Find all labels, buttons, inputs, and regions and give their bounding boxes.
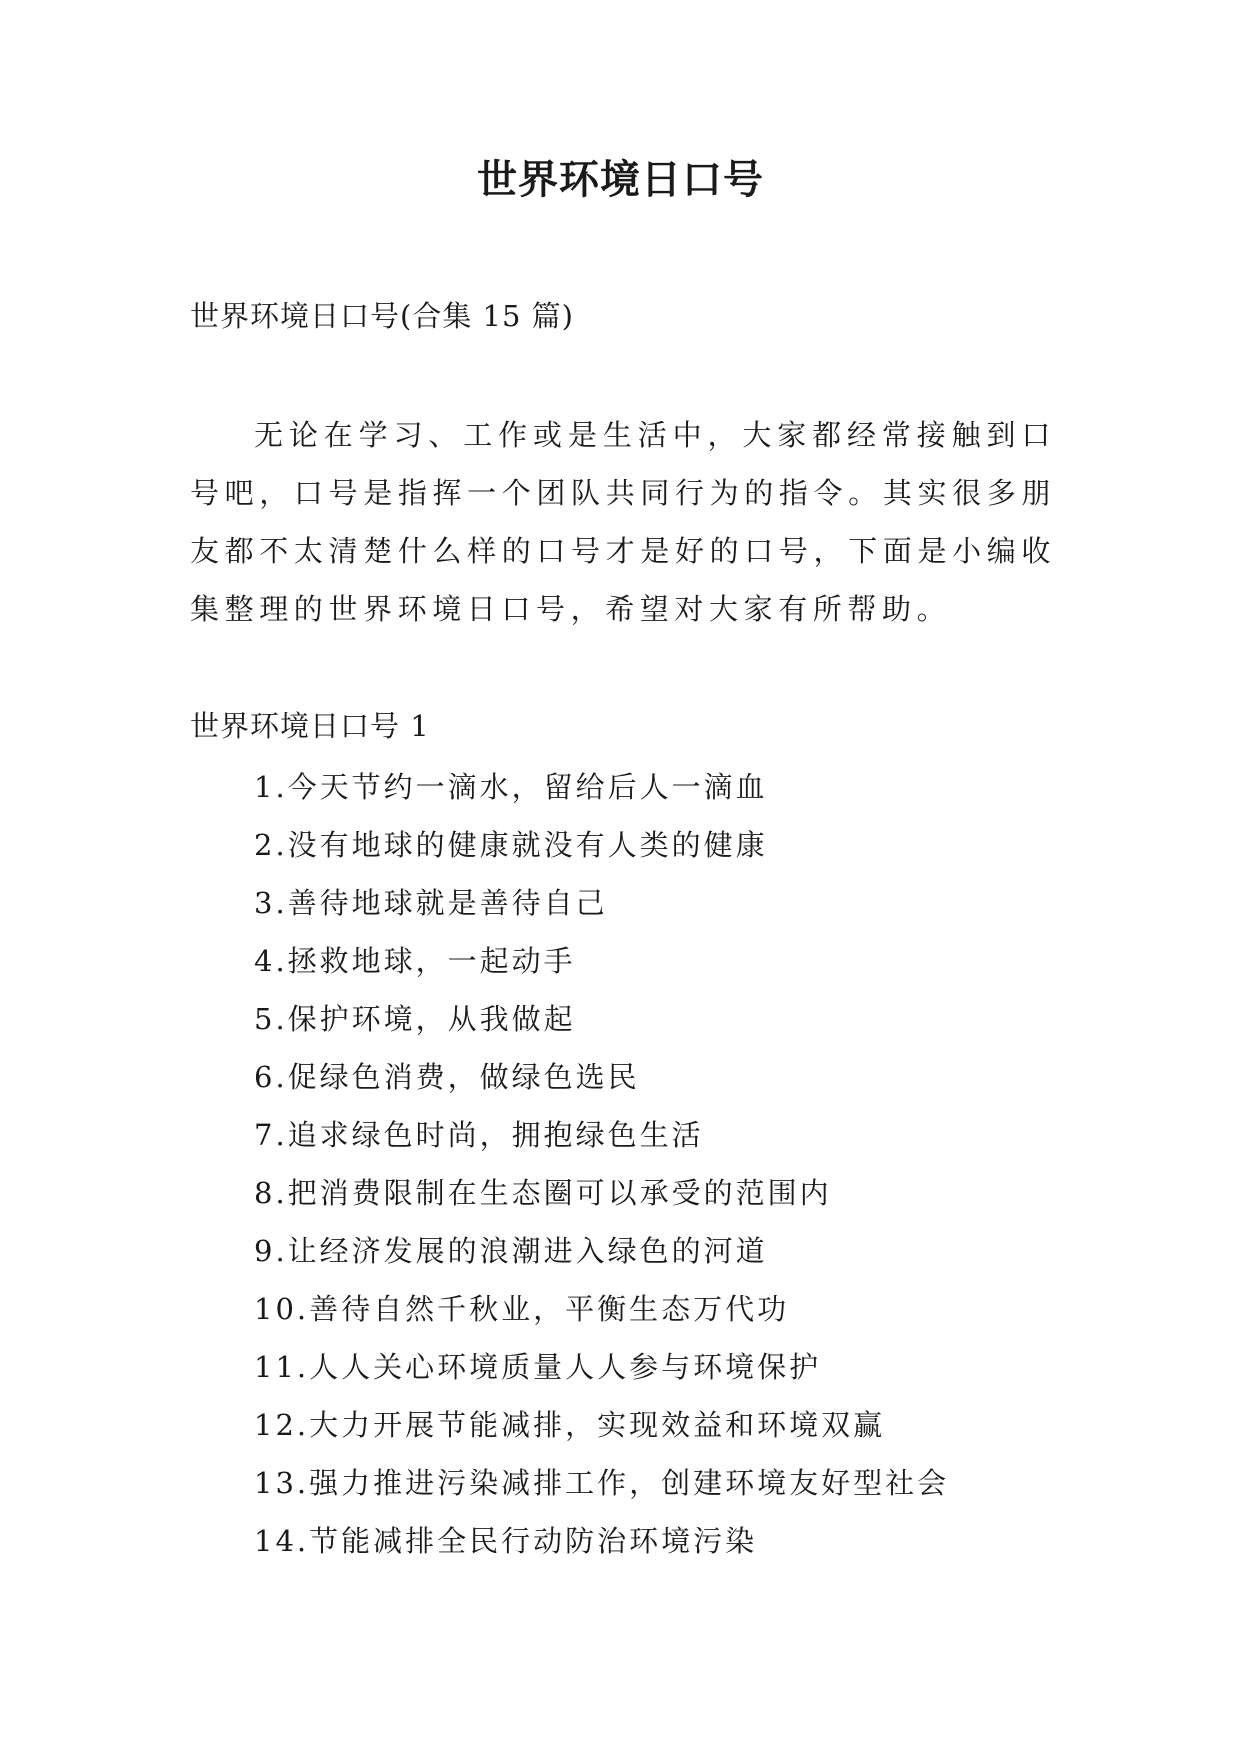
document-title: 世界环境日口号	[477, 156, 764, 203]
list-item: 2.没有地球的健康就没有人类的健康	[254, 828, 768, 862]
list-item: 13.强力推进污染减排工作，创建环境友好型社会	[254, 1466, 950, 1500]
list-item: 9.让经济发展的浪潮进入绿色的河道	[254, 1234, 768, 1268]
list-item: 7.追求绿色时尚，拥抱绿色生活	[254, 1118, 704, 1152]
list-item: 14.节能减排全民行动防治环境污染	[254, 1524, 758, 1558]
slogan-list	[254, 758, 949, 1570]
list-item: 1.今天节约一滴水，留给后人一滴血	[254, 770, 768, 804]
list-item: 4.拯救地球，一起动手	[254, 944, 576, 978]
list-item: 8.把消费限制在生态圈可以承受的范围内	[254, 1176, 832, 1210]
section-heading: 世界环境日口号 1	[190, 709, 430, 743]
list-item: 3.善待地球就是善待自己	[254, 886, 608, 920]
intro-paragraph: 无论在学习、工作或是生活中，大家都经常接触到口号吧，口号是指挥一个团队共同行为的指令。其实很多朋友都不太清楚什么样的口号才是好的口号，下面是小编收集整理的世界环境日口号，希望对大家有所帮助。	[190, 418, 1056, 626]
list-item: 10.善待自然千秋业，平衡生态万代功	[254, 1292, 790, 1326]
list-item: 6.促绿色消费，做绿色选民	[254, 1060, 640, 1094]
document-subtitle: 世界环境日口号(合集 15 篇)	[190, 299, 574, 333]
list-item: 12.大力开展节能减排，实现效益和环境双赢	[254, 1408, 886, 1442]
list-item: 5.保护环境，从我做起	[254, 1002, 576, 1036]
list-item: 11.人人关心环境质量人人参与环境保护	[254, 1350, 822, 1384]
